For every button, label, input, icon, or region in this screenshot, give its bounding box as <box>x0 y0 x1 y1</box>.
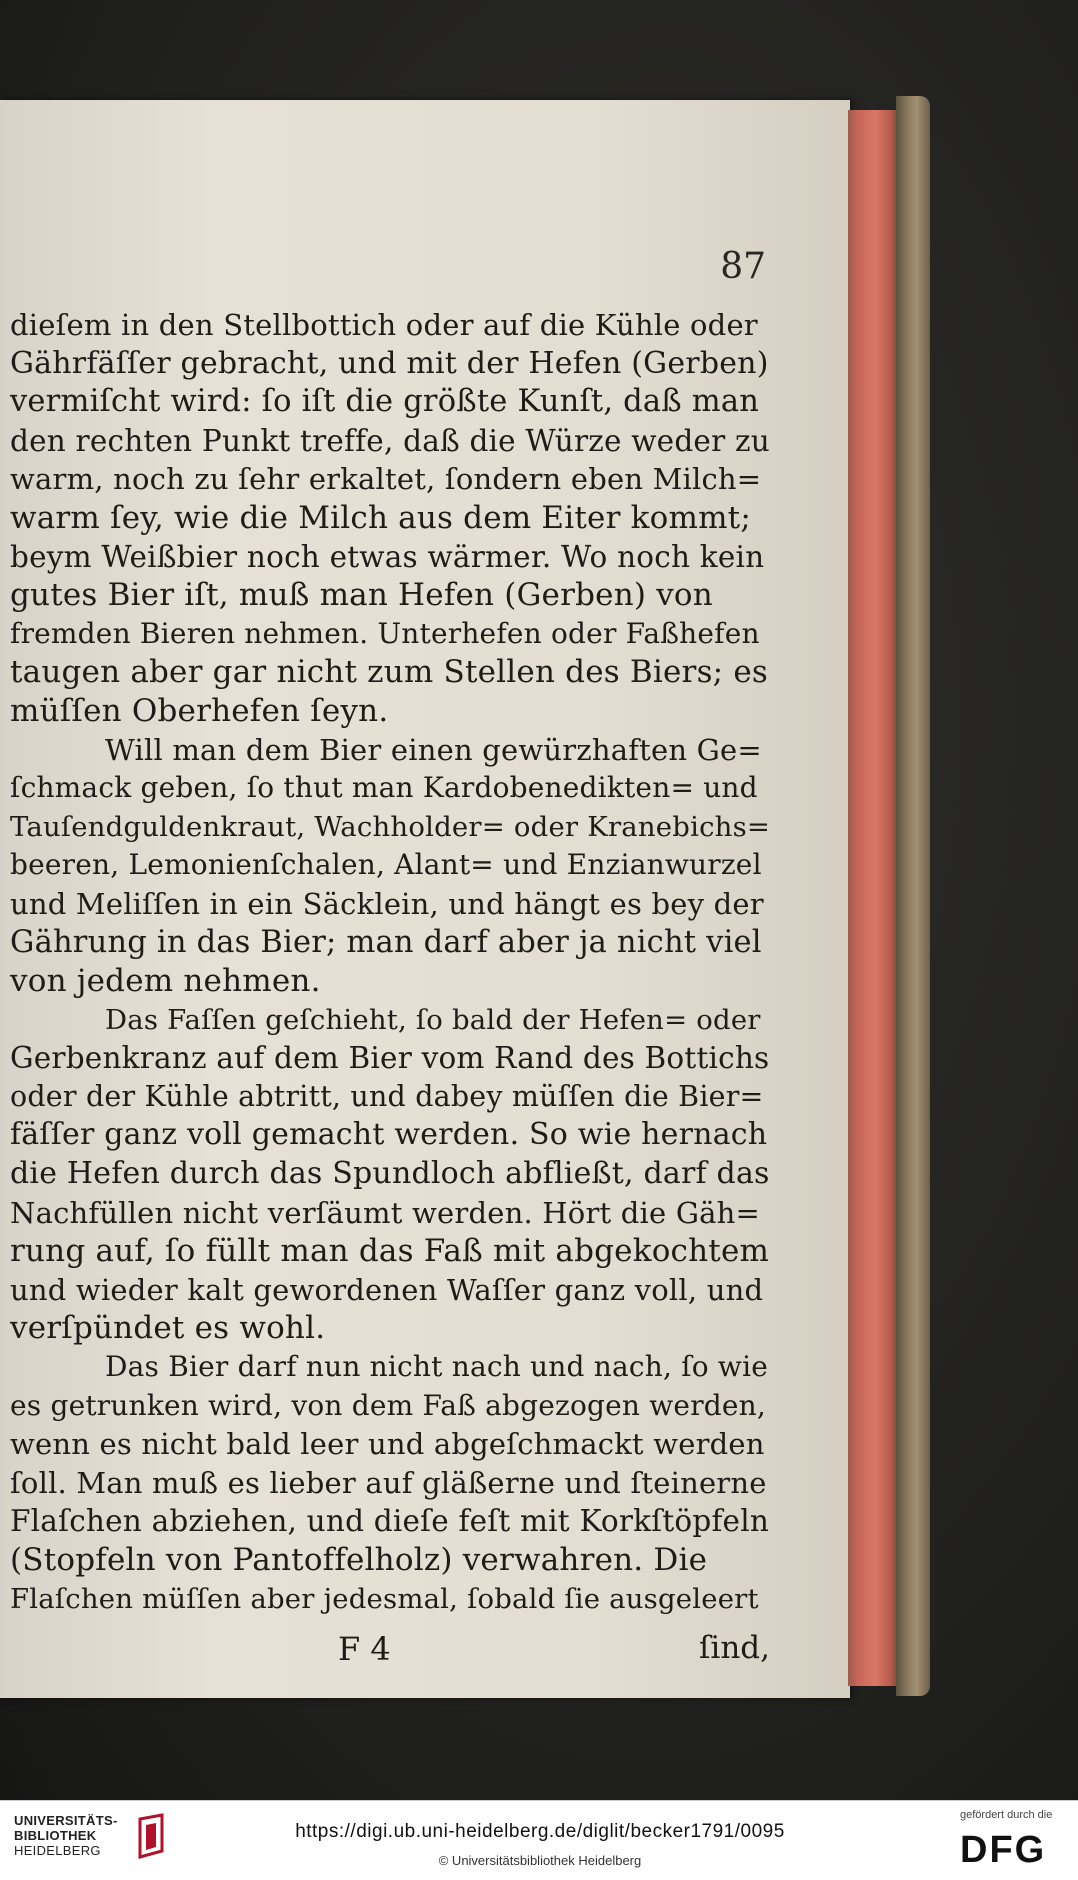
page-foot <box>10 1630 770 1670</box>
text-line: taugen aber gar nicht zum Stellen des Biers; es <box>10 654 769 691</box>
text-line: warm, noch zu ſehr erkaltet, ſondern eben Milch= <box>10 462 762 497</box>
text-line: den rechten Punkt treffe, daß die Würze weder zu <box>10 423 770 458</box>
text-line: Flaſchen müſſen aber jedesmal, ſobald ſie ausgeleert <box>10 1582 759 1615</box>
text-line: Gerbenkranz auf dem Bier vom Rand des Bottichs <box>10 1041 770 1076</box>
text-line: von jedem nehmen. <box>10 963 321 1000</box>
text-line: die Hefen durch das Spundloch abfließt, darf das <box>10 1156 770 1192</box>
page-number: 87 <box>720 246 766 287</box>
text-line: Tauſendguldenkraut, Wachholder= oder Kranebichs= <box>10 810 771 843</box>
text-line: Nachfüllen nicht verſäumt werden. Hört die Gäh= <box>10 1195 761 1230</box>
text-line: müſſen Oberhefen ſeyn. <box>10 692 389 729</box>
text-line: oder der Kühle abtritt, und dabey müſſen die Bier= <box>10 1079 764 1113</box>
text-line: fremden Bieren nehmen. Unterhefen oder Faßhefen <box>10 616 760 650</box>
text-line: warm ſey, wie die Milch aus dem Eiter kommt; <box>10 499 751 536</box>
copyright-notice: © Universitätsbibliothek Heidelberg <box>438 1853 642 1868</box>
library-line-2: BIBLIOTHEK <box>14 1828 97 1843</box>
viewer-footer <box>0 1800 1078 1880</box>
text-line: gutes Bier iſt, muß man Hefen (Gerben) von <box>10 577 713 614</box>
text-line: ſoll. Man muß es lieber auf gläßerne und ſteinerne <box>10 1465 767 1500</box>
book-page <box>0 100 850 1698</box>
library-emblem-icon <box>132 1813 172 1867</box>
text-line: Das Bier darf nun nicht nach und nach, ſo wie <box>105 1350 769 1384</box>
text-line: und Meliſſen in ein Säcklein, und hängt es bey der <box>10 886 764 921</box>
catchword: ſind, <box>698 1630 770 1666</box>
page-url-link[interactable]: https://digi.ub.uni-heidelberg.de/diglit/becker1791/0095 <box>295 1821 785 1842</box>
dfg-logo[interactable] <box>960 1809 1070 1877</box>
signature-mark: F 4 <box>338 1630 391 1668</box>
text-line: Das Faſſen geſchieht, ſo bald der Hefen= oder <box>105 1003 761 1036</box>
text-block <box>10 306 770 1618</box>
dfg-logo-text: DFG <box>960 1829 1047 1871</box>
library-line-3: HEIDELBERG <box>14 1843 101 1858</box>
text-line: verſpündet es wohl. <box>10 1310 326 1347</box>
text-line: ſchmack geben, ſo thut man Kardobenedikten= und <box>10 771 758 805</box>
text-line: Gährfäſſer gebracht, und mit der Hefen (Gerben) <box>10 345 769 381</box>
text-line: rung auf, ſo füllt man das Faß mit abgekochtem <box>10 1233 770 1270</box>
text-line: (Stopfeln von Pantoffelholz) verwahren. Die <box>10 1542 708 1578</box>
library-logo-text <box>14 1813 118 1858</box>
text-line: Gährung in das Bier; man darf aber ja nicht viel <box>10 924 762 960</box>
text-line: beym Weißbier noch etwas wärmer. Wo noch kein <box>10 539 765 574</box>
funding-caption: gefördert durch die <box>960 1809 1053 1821</box>
text-line: vermiſcht wird: ſo iſt die größte Kunſt, daß man <box>10 384 760 420</box>
library-logo[interactable] <box>14 1813 184 1869</box>
page-edge <box>848 110 898 1686</box>
text-line: fäſſer ganz voll gemacht werden. So wie hernach <box>10 1117 768 1153</box>
text-line: dieſem in den Stellbottich oder auf die Kühle oder <box>10 308 758 342</box>
text-line: beeren, Lemonienſchalen, Alant= und Enzianwurzel <box>10 848 762 882</box>
book-cover-edge <box>896 96 930 1696</box>
library-line-1: UNIVERSITÄTS- <box>14 1813 118 1828</box>
text-line: Flaſchen abziehen, und dieſe feſt mit Korkſtöpfeln <box>10 1504 770 1539</box>
text-line: und wieder kalt gewordenen Waſſer ganz voll, und <box>10 1272 764 1307</box>
text-line: wenn es nicht bald leer und abgeſchmackt werden <box>10 1427 765 1462</box>
text-line: es getrunken wird, von dem Faß abgezogen werden, <box>10 1388 767 1422</box>
text-line: Will man dem Bier einen gewürzhaften Ge= <box>105 732 762 767</box>
